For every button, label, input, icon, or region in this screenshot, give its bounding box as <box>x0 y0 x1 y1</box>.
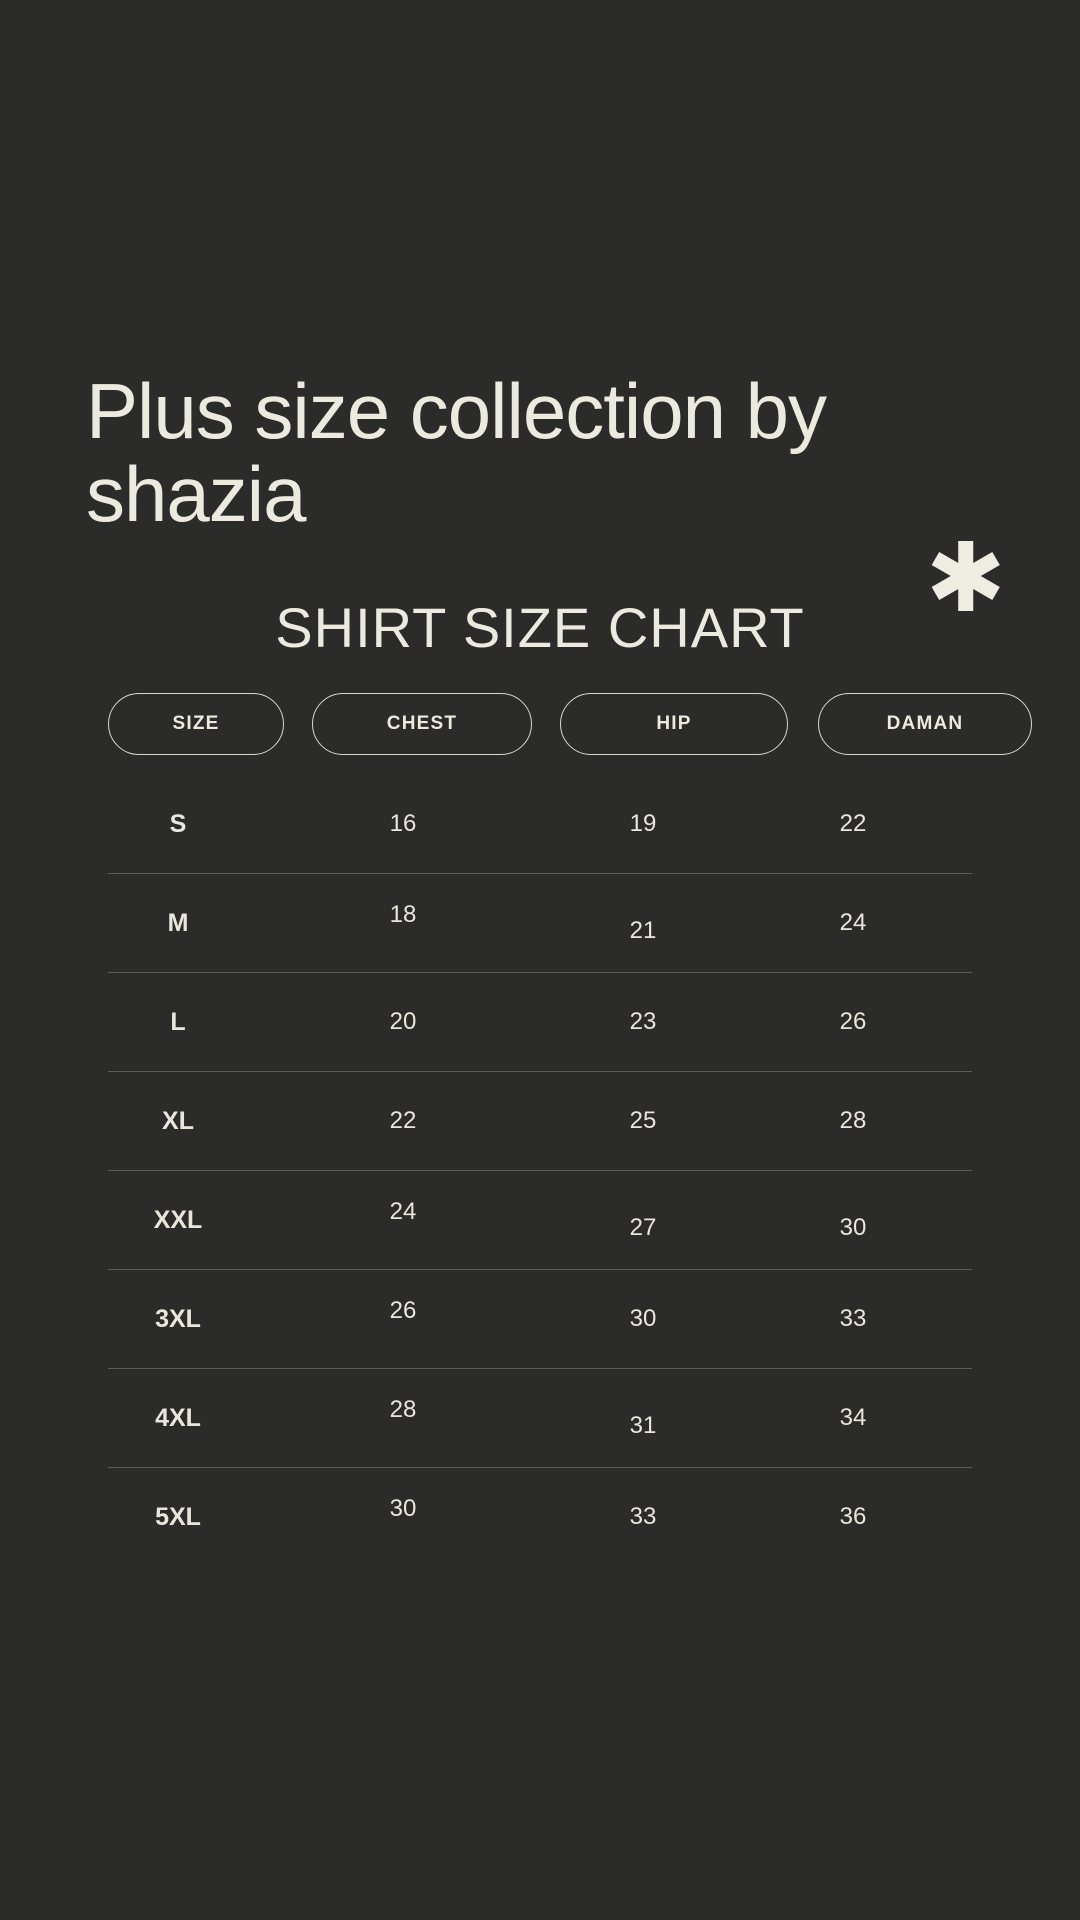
cell-hip: 21 <box>629 917 657 944</box>
table-row <box>108 1072 972 1171</box>
table-row <box>108 1171 972 1270</box>
table-row <box>108 1270 972 1369</box>
cell-daman: 26 <box>839 1008 867 1035</box>
cell-hip: 30 <box>629 1305 657 1332</box>
cell-daman: 33 <box>839 1305 867 1332</box>
cell-hip: 23 <box>629 1008 657 1035</box>
table-row <box>108 775 972 874</box>
cell-chest: 16 <box>389 810 417 837</box>
column-header-hip: HIP <box>560 693 788 755</box>
cell-chest: 26 <box>389 1297 417 1324</box>
cell-daman: 36 <box>839 1503 867 1530</box>
cell-chest: 18 <box>389 901 417 928</box>
cell-daman: 24 <box>839 909 867 936</box>
table-row <box>108 973 972 1072</box>
cell-size: 3XL <box>155 1304 201 1333</box>
cell-daman: 30 <box>839 1214 867 1241</box>
chart-heading: SHIRT SIZE CHART <box>275 596 805 659</box>
cell-size: XXL <box>153 1205 203 1234</box>
table-row <box>108 874 972 973</box>
asterisk-icon: ✱ <box>925 522 1006 634</box>
cell-size: 4XL <box>155 1403 201 1432</box>
cell-size: XL <box>162 1106 194 1135</box>
column-header-daman: DAMAN <box>818 693 1032 755</box>
table-header-row <box>108 693 1038 755</box>
cell-daman: 34 <box>839 1404 867 1431</box>
size-table <box>108 775 972 1566</box>
title-block <box>86 367 1006 538</box>
cell-hip: 33 <box>629 1503 657 1530</box>
cell-chest: 28 <box>389 1396 417 1423</box>
cell-chest: 30 <box>389 1495 417 1522</box>
cell-hip: 27 <box>629 1214 657 1241</box>
cell-chest: 22 <box>389 1107 417 1134</box>
cell-size: L <box>170 1007 186 1036</box>
cell-chest: 20 <box>389 1008 417 1035</box>
column-header-chest: CHEST <box>312 693 532 755</box>
cell-size: S <box>169 809 187 838</box>
cell-hip: 19 <box>629 810 657 837</box>
cell-size: M <box>167 908 189 937</box>
cell-size: 5XL <box>155 1502 201 1531</box>
table-row <box>108 1468 972 1566</box>
cell-chest: 24 <box>389 1198 417 1225</box>
column-header-size: SIZE <box>108 693 284 755</box>
page-title: Plus size collection by shazia <box>86 367 827 538</box>
cell-daman: 28 <box>839 1107 867 1134</box>
table-row <box>108 1369 972 1468</box>
cell-daman: 22 <box>839 810 867 837</box>
cell-hip: 31 <box>629 1412 657 1439</box>
cell-hip: 25 <box>629 1107 657 1134</box>
